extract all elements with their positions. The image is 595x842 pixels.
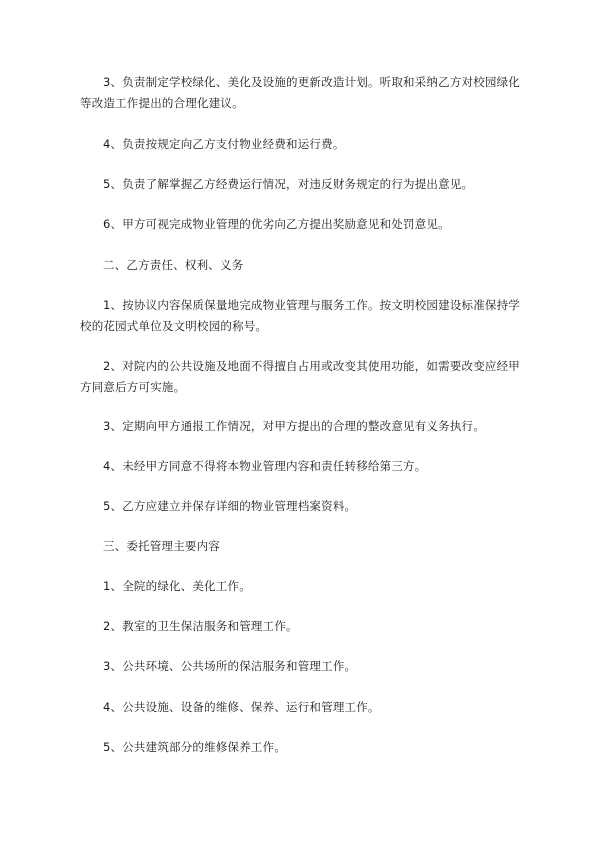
paragraph-content-1: 1、全院的绿化、美化工作。 xyxy=(103,579,251,593)
paragraph-party-b-2: 2、对院内的公共设施及地面不得擅自占用或改变其使用功能，如需要改变应经甲方同意后方可实施。 xyxy=(80,359,521,394)
paragraph-party-b-4: 4、未经甲方同意不得将本物业管理内容和责任转移给第三方。 xyxy=(103,459,427,473)
paragraph-content-3: 3、公共环境、公共场所的保洁服务和管理工作。 xyxy=(103,659,357,673)
paragraph-party-a-3: 3、负责制定学校绿化、美化及设施的更新改造计划。听取和采纳乙方对校园绿化等改造工作提出的合理化建议。 xyxy=(80,75,521,110)
section-heading-party-b: 二、乙方责任、权利、义务 xyxy=(103,258,244,272)
section-heading-management-content: 三、委托管理主要内容 xyxy=(103,539,220,553)
paragraph-content-5: 5、公共建筑部分的维修保养工作。 xyxy=(103,740,287,754)
paragraph-content-4: 4、公共设施、设备的维修、保养、运行和管理工作。 xyxy=(103,700,380,714)
paragraph-content-2: 2、教室的卫生保洁服务和管理工作。 xyxy=(103,619,298,633)
paragraph-party-b-1: 1、按协议内容保质保量地完成物业管理与服务工作。按文明校园建设标准保持学校的花园式单位及文明校园的称号。 xyxy=(80,298,521,333)
paragraph-party-b-5: 5、乙方应建立并保存详细的物业管理档案资料。 xyxy=(103,499,357,513)
paragraph-party-b-3: 3、定期向甲方通报工作情况，对甲方提出的合理的整改意见有义务执行。 xyxy=(103,419,485,433)
paragraph-party-a-5: 5、负责了解掌握乙方经费运行情况，对违反财务规定的行为提出意见。 xyxy=(103,177,474,191)
paragraph-party-a-6: 6、甲方可视完成物业管理的优劣向乙方提出奖励意见和处罚意见。 xyxy=(103,217,450,231)
paragraph-party-a-4: 4、负责按规定向乙方支付物业经费和运行费。 xyxy=(103,137,345,151)
